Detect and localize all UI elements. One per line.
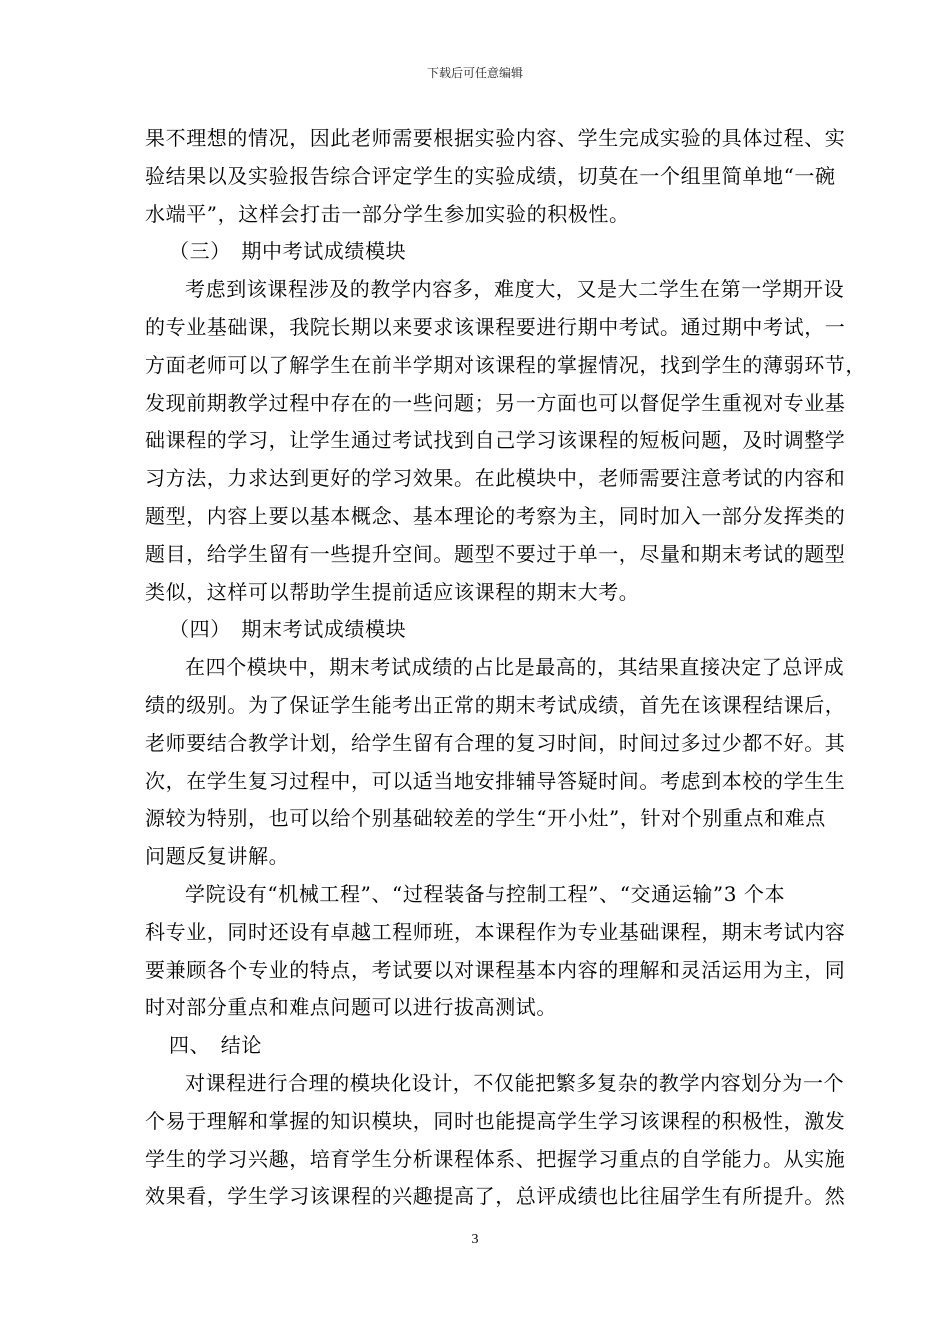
paragraph-line: 效果看，学生学习该课程的兴趣提高了，总评成绩也比往届学生有所提升。然: [145, 1184, 846, 1209]
paragraph-line: 要兼顾各个专业的特点，考试要以对课程基本内容的理解和灵活运用为主，同: [145, 957, 846, 982]
page-number: 3: [471, 1232, 479, 1247]
section-heading-3: （三） 期中考试成绩模块: [169, 239, 407, 264]
paragraph-line: 个易于理解和掌握的知识模块，同时也能提高学生学习该课程的积极性，激发: [145, 1108, 846, 1133]
paragraph-line: 考虑到该课程涉及的教学内容多，难度大，又是大二学生在第一学期开设: [185, 277, 845, 302]
paragraph-line: 时对部分重点和难点问题可以进行拔高测试。: [145, 995, 557, 1020]
paragraph-line: 习方法，力求达到更好的学习效果。在此模块中，老师需要注意考试的内容和: [145, 466, 846, 491]
paragraph-line: 验结果以及实验报告综合评定学生的实验成绩，切莫在一个组里简单地“一碗: [145, 163, 836, 188]
paragraph-line: 次，在学生复习过程中，可以适当地安排辅导答疑时间。考虑到本校的学生生: [145, 768, 846, 793]
paragraph-line: 问题反复讲解。: [145, 844, 290, 869]
paragraph-line: 类似，这样可以帮助学生提前适应该课程的期末大考。: [145, 579, 640, 604]
page-header: 下载后可任意编辑: [426, 66, 523, 80]
paragraph-line: 在四个模块中，期末考试成绩的占比是最高的，其结果直接决定了总评成: [185, 655, 845, 680]
paragraph-line: 源较为特别，也可以给个别基础较差的学生“开小灶”，针对个别重点和难点: [145, 806, 826, 831]
paragraph-line: 学生的学习兴趣，培育学生分析课程体系、把握学习重点的自学能力。从实施: [145, 1146, 846, 1171]
paragraph-line: 科专业，同时还设有卓越工程师班，本课程作为专业基础课程，期末考试内容: [145, 919, 846, 944]
paragraph-line: 础课程的学习，让学生通过考试找到自己学习该课程的短板问题，及时调整学: [145, 428, 846, 453]
paragraph-line: 果不理想的情况，因此老师需要根据实验内容、学生完成实验的具体过程、实: [145, 126, 846, 150]
paragraph-line: 的专业基础课，我院长期以来要求该课程要进行期中考试。通过期中考试，一: [145, 314, 846, 339]
document-body: [145, 120, 866, 1216]
section-heading-4: （四） 期末考试成绩模块: [169, 617, 407, 642]
paragraph-line: 题型，内容上要以基本概念、基本理论的考察为主，同时加入一部分发挥类的: [145, 503, 846, 528]
paragraph-line: 方面老师可以了解学生在前半学期对该课程的掌握情况，找到学生的薄弱环节，: [145, 352, 866, 377]
paragraph-line: 水端平”，这样会打击一部分学生参加实验的积极性。: [145, 201, 630, 226]
paragraph-line: 绩的级别。为了保证学生能考出正常的期末考试成绩，首先在该课程结课后，: [145, 692, 846, 717]
paragraph-line: 学院设有“机械工程”、“过程装备与控制工程”、“交通运输”3 个本: [185, 881, 786, 906]
paragraph-line: 题目，给学生留有一些提升空间。题型不要过于单一，尽量和期末考试的题型: [145, 541, 846, 566]
paragraph-line: 对课程进行合理的模块化设计，不仅能把繁多复杂的教学内容划分为一个: [185, 1070, 845, 1095]
section-heading-conclusion: 四、 结论: [169, 1033, 262, 1058]
paragraph-line: 老师要结合教学计划，给学生留有合理的复习时间，时间过多过少都不好。其: [145, 730, 846, 755]
paragraph-line: 发现前期教学过程中存在的一些问题；另一方面也可以督促学生重视对专业基: [145, 390, 846, 415]
